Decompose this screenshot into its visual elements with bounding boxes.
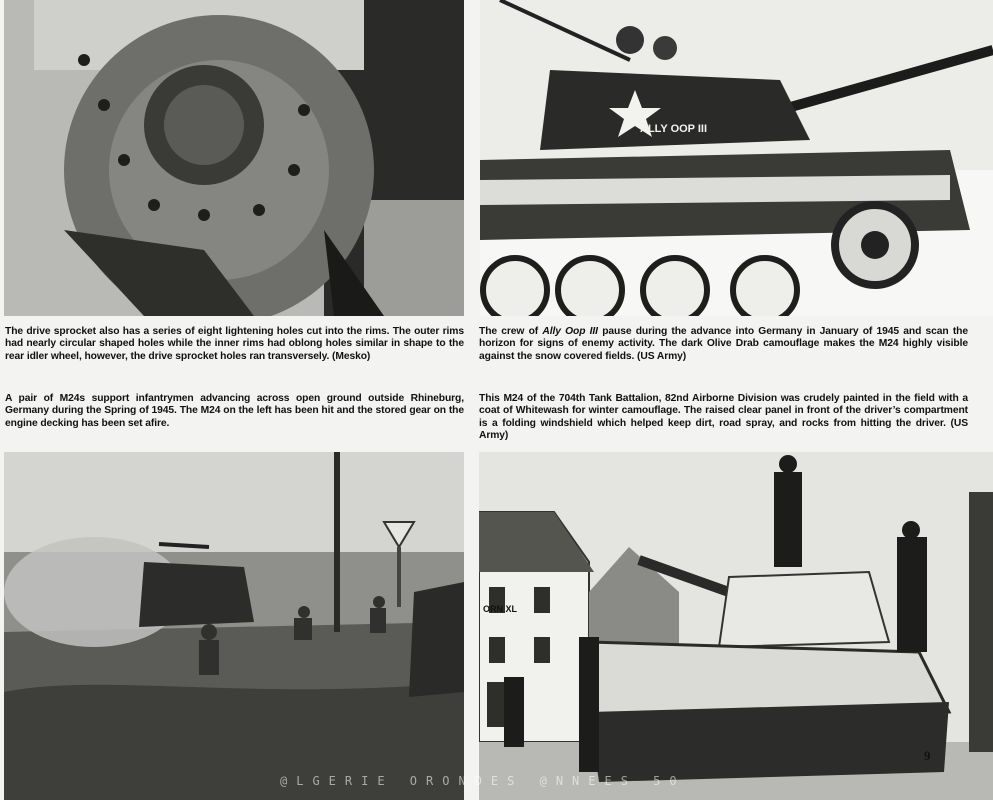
- caption-rhineburg: [5, 393, 464, 430]
- page-number: 9: [924, 748, 931, 763]
- caption-whitewash-text: This M24 of the 704th Tank Battalion, 82nd Airborne Division was crudely painted in the field with a coat of Whitewash for winter camouflage. The raised clear panel in front of the driver’s compartment is a folding windshield which helped keep dirt, road spray, and rocks from hitting the driver. (US Army): [479, 393, 968, 441]
- watermark-text: @LGERIE ORONDES @NNEES 50: [280, 774, 686, 788]
- shop-sign-text: ORN XL: [483, 604, 518, 614]
- photo-drive-sprocket: [4, 0, 464, 316]
- caption-ally-oop-prefix: The crew of: [479, 326, 543, 337]
- photo-whitewash-tank: [479, 452, 993, 800]
- caption-ally-oop-name: Ally Oop III: [542, 326, 598, 337]
- turret-marking-text: ALLY OOP III: [640, 123, 708, 135]
- caption-drive-sprocket-text: The drive sprocket also has a series of eight lightening holes cut into the rims. The outer rims had nearly circular shaped holes while the inner rims had oblong holes similar in shape to the rear idler wheel, however, the drive sprocket holes ran transversely. (Mesko): [5, 326, 464, 362]
- photo-ally-oop-tank: [480, 0, 993, 316]
- caption-rhineburg-text: A pair of M24s support infantrymen advancing across open ground outside Rhineburg, Germany during the Spring of 1945. The M24 on the left has been hit and the stored gear on the engine decking has been set afire.: [5, 393, 464, 429]
- caption-whitewash: [479, 393, 968, 442]
- caption-drive-sprocket: [5, 326, 464, 363]
- caption-ally-oop: [479, 326, 968, 363]
- caption-ally-oop-suffix: pause during the advance into Germany in January of 1945 and scan the horizon for signs of enemy activity. The dark Olive Drab camouflage makes the M24 highly visible against the snow covered fields. (US Army): [479, 326, 968, 362]
- photo-rhineburg-battlefield: [4, 452, 464, 800]
